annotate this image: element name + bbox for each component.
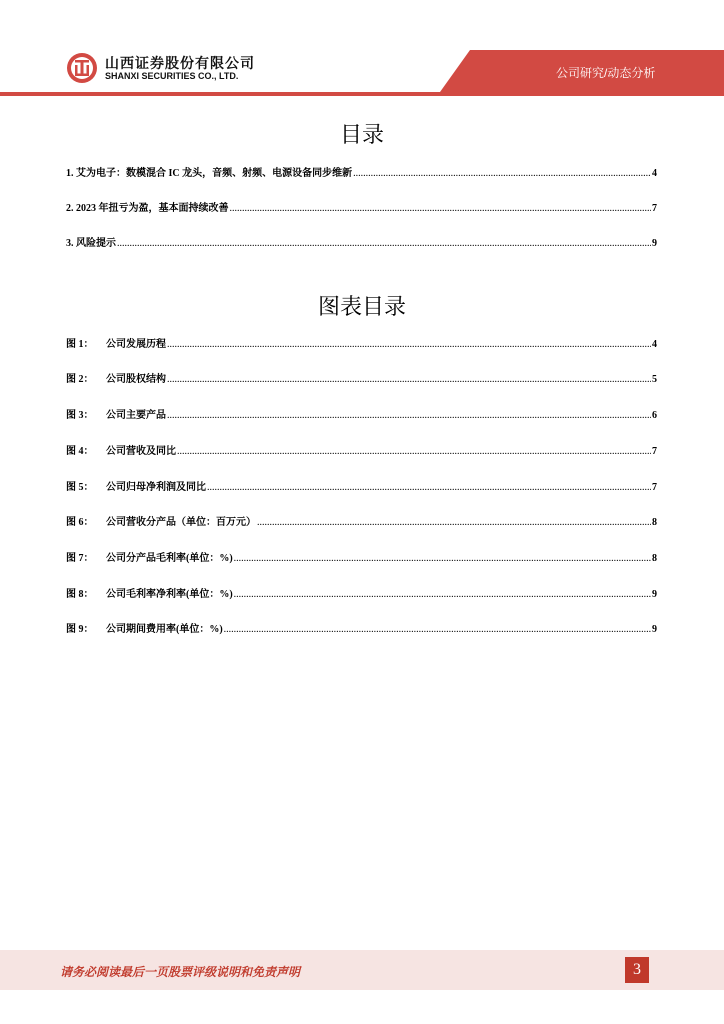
figure-item-label: 公司发展历程 <box>106 339 166 350</box>
figure-item-number: 图 3： <box>66 410 94 421</box>
figures-title: 图表目录 <box>317 295 406 320</box>
toc-item[interactable] <box>66 237 657 251</box>
figure-item-number: 图 4： <box>66 446 94 457</box>
figure-item[interactable] <box>66 623 657 637</box>
page-header <box>0 0 724 100</box>
toc-leader <box>224 623 651 637</box>
toc-item-label: 2. 2023 年扭亏为盈，基本面持续改善 <box>66 203 229 214</box>
toc-leader <box>230 202 652 216</box>
report-type: 公司研究/动态分析 <box>556 66 656 80</box>
figure-item-page: 7 <box>652 482 657 493</box>
toc-item-label: 1. 艾为电子：数模混合 IC 龙头，音频、射频、电源设备同步维新 <box>66 168 353 179</box>
figure-item-number: 图 5： <box>66 482 94 493</box>
figure-item-page: 9 <box>652 589 657 600</box>
figure-item-label: 公司分产品毛利率(单位：%) <box>106 553 233 564</box>
toc-leader <box>207 481 651 495</box>
footer-disclaimer: 请务必阅读最后一页股票评级说明和免责声明 <box>60 965 301 979</box>
figure-item-number: 图 7： <box>66 553 94 564</box>
figure-item-label: 公司期间费用率(单位：%) <box>106 624 223 635</box>
toc-item-page: 4 <box>652 168 657 179</box>
company-name-cn: 山西证券股份有限公司 <box>105 55 255 71</box>
toc-title: 目录 <box>339 123 384 148</box>
toc-leader <box>353 167 651 181</box>
toc-item[interactable] <box>66 167 657 181</box>
figure-item[interactable] <box>66 588 657 602</box>
figure-item-number: 图 8： <box>66 589 94 600</box>
figure-item-label: 公司归母净利润及同比 <box>106 482 206 493</box>
figure-item-label: 公司营收及同比 <box>106 446 176 457</box>
toc-leader <box>257 516 651 530</box>
figure-item-page: 4 <box>652 339 657 350</box>
figure-item-page: 7 <box>652 446 657 457</box>
toc-item-page: 7 <box>652 203 657 214</box>
figure-item[interactable] <box>66 373 657 387</box>
figure-item-number: 图 1： <box>66 339 94 350</box>
toc-leader <box>177 445 651 459</box>
figure-item-page: 8 <box>652 553 657 564</box>
header-banner <box>0 0 724 100</box>
toc-leader <box>167 373 651 387</box>
toc-leader <box>234 552 651 566</box>
toc-leader <box>234 588 651 602</box>
figure-item[interactable] <box>66 338 657 352</box>
figure-item-label: 公司营收分产品（单位：百万元） <box>106 517 256 528</box>
toc-item-label: 3. 风险提示 <box>66 238 116 249</box>
company-logo-icon <box>66 52 98 84</box>
toc-item-page: 9 <box>652 238 657 249</box>
figure-item-page: 8 <box>652 517 657 528</box>
figure-item-page: 6 <box>652 410 657 421</box>
figure-item-label: 公司股权结构 <box>106 374 166 385</box>
figure-item[interactable] <box>66 481 657 495</box>
figure-item[interactable] <box>66 552 657 566</box>
figure-item-number: 图 6： <box>66 517 94 528</box>
figure-item[interactable] <box>66 516 657 530</box>
toc-leader <box>167 409 651 423</box>
figure-item-page: 5 <box>652 374 657 385</box>
page-number: 3 <box>625 957 649 983</box>
figure-item-number: 图 2： <box>66 374 94 385</box>
toc-leader <box>117 237 651 251</box>
figure-item-page: 9 <box>652 624 657 635</box>
figure-item-number: 图 9： <box>66 624 94 635</box>
toc-leader <box>167 338 651 352</box>
company-name-en: SHANXI SECURITIES CO., LTD. <box>105 71 239 81</box>
figure-item[interactable] <box>66 409 657 423</box>
figure-item[interactable] <box>66 445 657 459</box>
figure-item-label: 公司主要产品 <box>106 410 166 421</box>
toc-item[interactable] <box>66 202 657 216</box>
figure-item-label: 公司毛利率净利率(单位：%) <box>106 589 233 600</box>
